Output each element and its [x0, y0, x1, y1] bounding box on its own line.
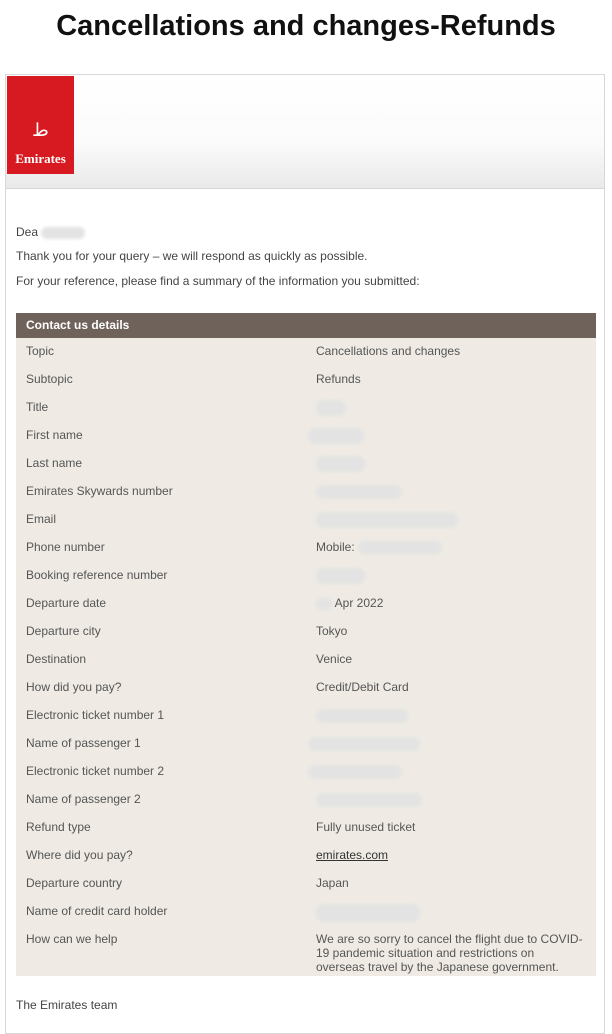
row-value: Tokyo — [316, 624, 348, 638]
table-row — [16, 814, 596, 842]
row-value — [316, 512, 586, 528]
row-label: Phone number — [26, 540, 105, 554]
row-label: Title — [26, 400, 49, 414]
table-row — [16, 366, 596, 394]
row-value — [316, 428, 586, 444]
row-value — [316, 484, 586, 499]
row-value — [316, 848, 586, 862]
table-row — [16, 842, 596, 870]
row-label: Destination — [26, 652, 87, 666]
row-label: Refund type — [26, 820, 91, 834]
redacted-value — [316, 485, 402, 499]
row-value — [316, 540, 586, 554]
redacted-day — [316, 598, 332, 610]
table-row — [16, 898, 596, 926]
redacted-value — [308, 765, 402, 779]
row-value: Japan — [316, 876, 349, 890]
row-label: Last name — [26, 456, 83, 470]
row-label: Email — [26, 512, 57, 526]
greeting — [16, 225, 85, 239]
intro-line-2: For your reference, please find a summary of the information you submitted: — [16, 274, 420, 288]
table-row — [16, 926, 596, 976]
table-row — [16, 674, 596, 702]
row-value: We are so sorry to cancel the flight due to COVID-19 pandemic situation and restrictions on overseas travel by the Japanese government. — [316, 932, 583, 974]
row-value: Refunds — [316, 372, 361, 386]
redacted-value — [316, 400, 346, 416]
table-row — [16, 702, 596, 730]
contact-details-table — [16, 313, 596, 976]
row-value: Cancellations and changes — [316, 344, 461, 358]
table-row — [16, 506, 596, 534]
row-label: Departure city — [26, 624, 101, 638]
row-value — [316, 456, 586, 472]
email-header-banner — [6, 75, 604, 189]
redacted-name — [41, 227, 85, 239]
table-row — [16, 618, 596, 646]
redacted-value — [316, 904, 420, 922]
emirates-logo-text: Emirates — [15, 151, 66, 166]
row-value — [316, 400, 586, 416]
table-row — [16, 758, 596, 786]
redacted-value — [316, 709, 408, 723]
emirates-link[interactable]: emirates.com — [316, 848, 389, 862]
row-value: Venice — [316, 652, 353, 666]
row-value — [316, 708, 586, 723]
table-row — [16, 590, 596, 618]
signoff: The Emirates team — [16, 998, 118, 1012]
row-label: Departure country — [26, 876, 123, 890]
table-row — [16, 450, 596, 478]
table-row — [16, 870, 596, 898]
redacted-value — [358, 541, 442, 554]
page-title: Cancellations and changes-Refunds — [56, 10, 556, 42]
redacted-value — [316, 568, 366, 584]
table-row — [16, 338, 596, 366]
table-row — [16, 786, 596, 814]
emirates-calligraphy-icon: ط — [32, 120, 49, 141]
departure-month: Apr 2022 — [334, 596, 384, 610]
table-row — [16, 534, 596, 562]
row-value — [316, 764, 586, 779]
redacted-value — [316, 793, 422, 807]
row-value — [316, 596, 586, 610]
row-label: First name — [26, 428, 83, 442]
email-message — [5, 74, 605, 1034]
table-row — [16, 422, 596, 450]
row-label: Booking reference number — [26, 568, 168, 582]
table-row — [16, 394, 596, 422]
row-label: Electronic ticket number 2 — [26, 764, 165, 778]
emirates-logo — [7, 76, 74, 174]
row-value — [316, 568, 586, 584]
table-header: Contact us details — [16, 313, 596, 338]
table-row — [16, 562, 596, 590]
row-value — [316, 904, 586, 922]
row-label: Electronic ticket number 1 — [26, 708, 165, 722]
redacted-value — [308, 428, 364, 444]
row-value — [316, 792, 586, 807]
row-value — [316, 736, 586, 751]
redacted-value — [316, 456, 366, 472]
redacted-value — [316, 512, 458, 528]
redacted-value — [308, 737, 420, 751]
row-label: Name of passenger 2 — [26, 792, 141, 806]
row-label: Name of passenger 1 — [26, 736, 141, 750]
greeting-text: Dea — [16, 225, 39, 239]
row-label: Emirates Skywards number — [26, 484, 173, 498]
table-row — [16, 478, 596, 506]
phone-prefix: Mobile: — [316, 540, 355, 554]
row-label: How can we help — [26, 932, 118, 946]
table-row — [16, 730, 596, 758]
row-label: Name of credit card holder — [26, 904, 168, 918]
row-label: Topic — [26, 344, 55, 358]
row-label: Where did you pay? — [26, 848, 133, 862]
row-label: How did you pay? — [26, 680, 122, 694]
row-label: Departure date — [26, 596, 107, 610]
row-value: Credit/Debit Card — [316, 680, 409, 694]
table-row — [16, 646, 596, 674]
row-label: Subtopic — [26, 372, 73, 386]
intro-line-1: Thank you for your query – we will respond as quickly as possible. — [16, 249, 368, 263]
row-value: Fully unused ticket — [316, 820, 416, 834]
